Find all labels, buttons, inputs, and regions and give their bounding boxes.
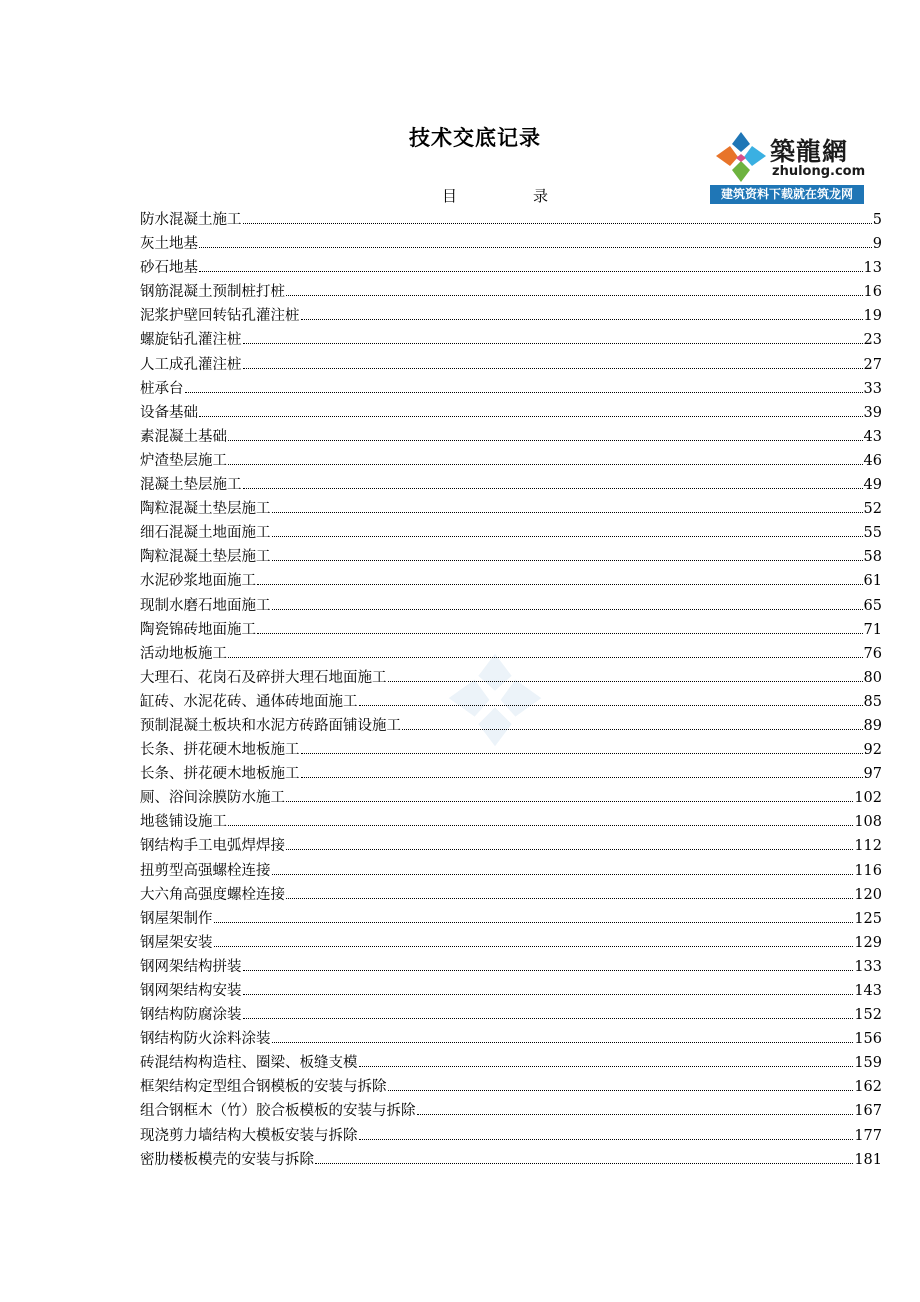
toc-leader-dots xyxy=(359,1126,854,1140)
toc-entry-page: 159 xyxy=(854,1055,882,1072)
toc-entry-label: 钢屋架制作 xyxy=(140,910,213,927)
toc-entry-label: 设备基础 xyxy=(140,404,198,421)
toc-entry[interactable] xyxy=(140,425,882,449)
toc-entry-page: 9 xyxy=(872,236,882,253)
toc-leader-dots xyxy=(359,692,863,706)
toc-entry[interactable] xyxy=(140,834,882,858)
toc-leader-dots xyxy=(388,668,863,682)
toc-entry-label: 桩承台 xyxy=(140,380,184,397)
toc-leader-dots xyxy=(257,620,863,634)
toc-entry[interactable] xyxy=(140,1124,882,1148)
logo-emblem-icon xyxy=(712,130,770,184)
toc-entry-page: 112 xyxy=(854,838,882,855)
toc-entry-label: 砂石地基 xyxy=(140,260,198,277)
toc-leader-dots xyxy=(199,403,863,417)
toc-leader-dots xyxy=(199,234,872,248)
toc-leader-dots xyxy=(199,258,863,272)
toc-entry-label: 混凝土垫层施工 xyxy=(140,477,242,494)
toc-entry[interactable] xyxy=(140,907,882,931)
toc-heading xyxy=(0,185,920,206)
toc-leader-dots xyxy=(301,764,863,778)
toc-entry-label: 地毯铺设施工 xyxy=(140,814,227,831)
toc-entry[interactable] xyxy=(140,208,882,232)
toc-entry[interactable] xyxy=(140,353,882,377)
toc-entry-page: 49 xyxy=(863,477,882,494)
toc-entry-label: 炉渣垫层施工 xyxy=(140,452,227,469)
toc-entry[interactable] xyxy=(140,304,882,328)
toc-leader-dots xyxy=(402,716,863,730)
toc-entry[interactable] xyxy=(140,497,882,521)
toc-heading-left: 目 xyxy=(441,187,457,205)
toc-entry-label: 组合钢框木（竹）胶合板模板的安装与拆除 xyxy=(140,1103,416,1120)
toc-entry-label: 钢筋混凝土预制桩打桩 xyxy=(140,284,285,301)
toc-entry-page: 23 xyxy=(863,332,882,349)
toc-entry[interactable] xyxy=(140,618,882,642)
toc-entry-page: 33 xyxy=(863,380,882,397)
toc-entry-page: 181 xyxy=(854,1151,882,1168)
table-of-contents xyxy=(140,208,882,1172)
toc-entry-label: 长条、拼花硬木地板施工 xyxy=(140,766,300,783)
toc-leader-dots xyxy=(185,379,863,393)
toc-entry-label: 素混凝土基础 xyxy=(140,428,227,445)
toc-entry[interactable] xyxy=(140,545,882,569)
toc-entry-label: 细石混凝土地面施工 xyxy=(140,525,271,542)
toc-leader-dots xyxy=(315,1150,853,1164)
toc-leader-dots xyxy=(286,836,853,850)
logo-name-cn: 築龍網 xyxy=(770,137,849,166)
toc-entry-page: 55 xyxy=(863,525,882,542)
toc-entry[interactable] xyxy=(140,256,882,280)
toc-entry-page: 143 xyxy=(854,983,882,999)
toc-leader-dots xyxy=(228,644,863,658)
toc-entry-label: 钢屋架安装 xyxy=(140,934,213,951)
toc-entry-page: 92 xyxy=(863,742,882,759)
toc-entry-page: 97 xyxy=(863,766,882,783)
toc-entry-label: 砖混结构构造柱、圈梁、板缝支模 xyxy=(140,1055,358,1072)
toc-leader-dots xyxy=(243,210,872,224)
toc-entry-page: 89 xyxy=(863,717,882,734)
toc-entry[interactable] xyxy=(140,232,882,256)
toc-entry[interactable] xyxy=(140,979,882,1003)
toc-entry-label: 钢网架结构安装 xyxy=(140,983,242,999)
toc-entry[interactable] xyxy=(140,1003,882,1027)
toc-entry-label: 活动地板施工 xyxy=(140,645,227,662)
toc-leader-dots xyxy=(243,1005,854,1019)
toc-entry-page: 76 xyxy=(863,645,882,662)
toc-entry-label: 厕、浴间涂膜防水施工 xyxy=(140,790,285,807)
toc-leader-dots xyxy=(214,909,854,923)
toc-entry-label: 陶粒混凝土垫层施工 xyxy=(140,549,271,566)
toc-entry-label: 长条、拼花硬木地板施工 xyxy=(140,742,300,759)
toc-entry-label: 螺旋钻孔灌注桩 xyxy=(140,332,242,349)
toc-leader-dots xyxy=(286,788,853,802)
toc-entry[interactable] xyxy=(140,449,882,473)
toc-entry-label: 现制水磨石地面施工 xyxy=(140,597,271,614)
toc-entry-label: 现浇剪力墙结构大模板安装与拆除 xyxy=(140,1127,358,1144)
toc-heading-right: 录 xyxy=(533,187,549,205)
toc-leader-dots xyxy=(243,355,863,369)
toc-entry[interactable] xyxy=(140,738,882,762)
toc-entry-page: 19 xyxy=(863,308,882,325)
toc-entry[interactable] xyxy=(140,859,882,883)
toc-leader-dots xyxy=(272,595,863,609)
toc-entry[interactable] xyxy=(140,473,882,497)
toc-entry-label: 框架结构定型组合钢模板的安装与拆除 xyxy=(140,1079,387,1096)
toc-entry-page: 58 xyxy=(863,549,882,566)
toc-leader-dots xyxy=(257,571,863,585)
toc-entry[interactable] xyxy=(140,762,882,786)
toc-entry[interactable] xyxy=(140,1027,882,1051)
toc-entry[interactable] xyxy=(140,594,882,618)
toc-entry-label: 陶粒混凝土垫层施工 xyxy=(140,501,271,518)
toc-leader-dots xyxy=(243,981,854,995)
toc-entry-page: 133 xyxy=(854,958,882,975)
toc-entry[interactable] xyxy=(140,1075,882,1099)
toc-leader-dots xyxy=(301,306,863,320)
toc-entry[interactable] xyxy=(140,401,882,425)
toc-entry-page: 46 xyxy=(863,452,882,469)
toc-leader-dots xyxy=(272,523,863,537)
toc-entry-label: 水泥砂浆地面施工 xyxy=(140,573,256,590)
toc-entry[interactable] xyxy=(140,714,882,738)
toc-leader-dots xyxy=(272,499,863,513)
toc-entry[interactable] xyxy=(140,810,882,834)
toc-entry[interactable] xyxy=(140,666,882,690)
toc-entry[interactable] xyxy=(140,642,882,666)
toc-leader-dots xyxy=(272,547,863,561)
toc-entry-page: 13 xyxy=(863,260,882,277)
logo-slogan: 建筑资料下载就在筑龙网 xyxy=(710,185,864,204)
toc-entry[interactable] xyxy=(140,1051,882,1075)
toc-entry[interactable] xyxy=(140,931,882,955)
toc-entry-page: 177 xyxy=(854,1127,882,1144)
toc-leader-dots xyxy=(243,957,854,971)
toc-entry-page: 167 xyxy=(854,1103,882,1120)
toc-entry[interactable] xyxy=(140,280,882,304)
toc-entry[interactable] xyxy=(140,569,882,593)
toc-entry[interactable] xyxy=(140,1148,882,1172)
toc-entry-label: 灰土地基 xyxy=(140,236,198,253)
toc-entry-label: 预制混凝土板块和水泥方砖路面铺设施工 xyxy=(140,717,401,734)
toc-leader-dots xyxy=(301,740,863,754)
toc-entry-page: 129 xyxy=(854,934,882,951)
toc-entry-page: 102 xyxy=(854,790,882,807)
toc-leader-dots xyxy=(243,330,863,344)
toc-entry[interactable] xyxy=(140,328,882,352)
logo-name-en: zhulong.com xyxy=(772,164,866,179)
toc-leader-dots xyxy=(388,1077,854,1091)
toc-leader-dots xyxy=(214,933,854,947)
toc-entry-page: 71 xyxy=(863,621,882,638)
toc-entry-label: 大理石、花岗石及碎拼大理石地面施工 xyxy=(140,669,387,686)
toc-entry-page: 85 xyxy=(863,693,882,710)
toc-leader-dots xyxy=(286,282,863,296)
toc-entry-label: 密肋楼板模壳的安装与拆除 xyxy=(140,1151,314,1168)
toc-leader-dots xyxy=(417,1101,854,1115)
toc-leader-dots xyxy=(228,427,863,441)
toc-leader-dots xyxy=(228,812,853,826)
toc-entry-page: 152 xyxy=(854,1007,882,1024)
toc-entry-page: 108 xyxy=(854,814,882,831)
toc-entry[interactable] xyxy=(140,1099,882,1123)
toc-entry-label: 陶瓷锦砖地面施工 xyxy=(140,621,256,638)
toc-entry-label: 缸砖、水泥花砖、通体砖地面施工 xyxy=(140,693,358,710)
toc-entry[interactable] xyxy=(140,786,882,810)
toc-entry-page: 162 xyxy=(854,1079,882,1096)
toc-entry-page: 39 xyxy=(863,404,882,421)
toc-entry-label: 钢结构防腐涂装 xyxy=(140,1007,242,1024)
toc-entry[interactable] xyxy=(140,521,882,545)
toc-entry-label: 防水混凝土施工 xyxy=(140,212,242,228)
toc-entry-label: 泥浆护壁回转钻孔灌注桩 xyxy=(140,308,300,325)
toc-leader-dots xyxy=(359,1053,854,1067)
toc-leader-dots xyxy=(243,475,863,489)
toc-leader-dots xyxy=(272,1029,854,1043)
toc-entry[interactable] xyxy=(140,883,882,907)
toc-leader-dots xyxy=(228,451,863,465)
toc-entry-page: 156 xyxy=(854,1031,882,1048)
toc-entry-page: 52 xyxy=(863,501,882,518)
toc-entry-label: 大六角高强度螺栓连接 xyxy=(140,886,285,903)
toc-entry-page: 116 xyxy=(854,862,882,879)
toc-entry-label: 钢网架结构拼装 xyxy=(140,958,242,975)
toc-entry[interactable] xyxy=(140,955,882,979)
toc-entry-page: 27 xyxy=(863,356,882,373)
toc-entry[interactable] xyxy=(140,377,882,401)
toc-entry-page: 5 xyxy=(872,212,882,228)
toc-entry-label: 钢结构手工电弧焊焊接 xyxy=(140,838,285,855)
toc-entry-label: 人工成孔灌注桩 xyxy=(140,356,242,373)
toc-entry-page: 61 xyxy=(863,573,882,590)
toc-entry-page: 120 xyxy=(854,886,882,903)
page-title: 技术交底记录 xyxy=(409,126,541,150)
toc-entry-page: 16 xyxy=(863,284,882,301)
toc-entry-label: 钢结构防火涂料涂装 xyxy=(140,1031,271,1048)
toc-entry-page: 65 xyxy=(863,597,882,614)
toc-entry-label: 扭剪型高强螺栓连接 xyxy=(140,862,271,879)
toc-entry-page: 43 xyxy=(863,428,882,445)
toc-entry-page: 80 xyxy=(863,669,882,686)
toc-entry[interactable] xyxy=(140,690,882,714)
toc-entry-page: 125 xyxy=(854,910,882,927)
toc-leader-dots xyxy=(286,885,853,899)
toc-leader-dots xyxy=(272,860,854,874)
